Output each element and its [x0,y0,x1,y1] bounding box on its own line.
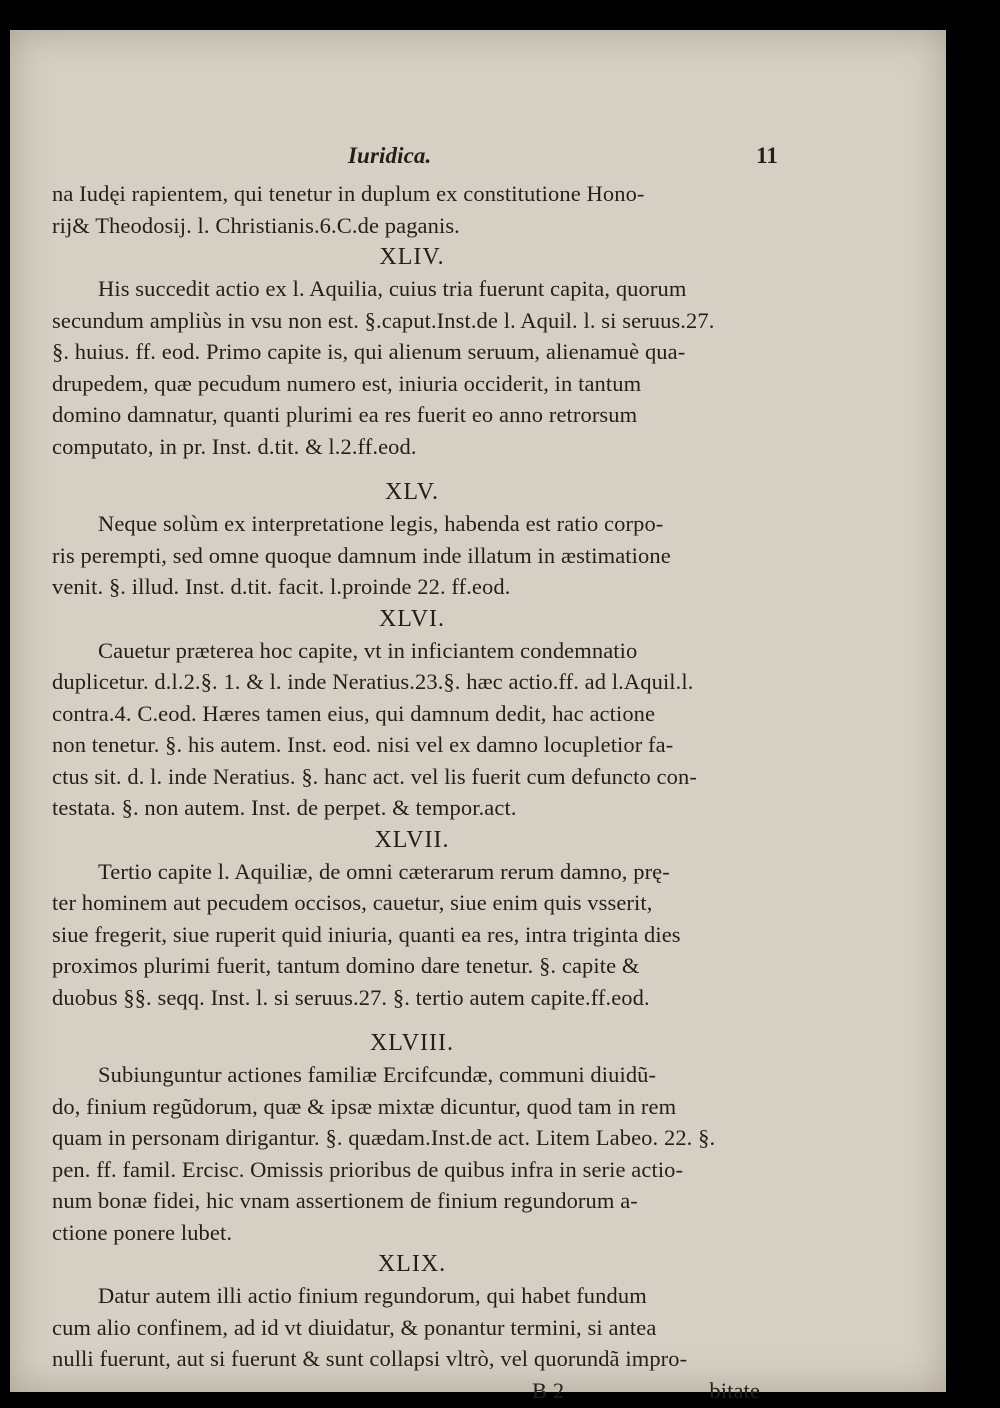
text-line: ctione ponere lubet. [52,1219,233,1245]
text-line: duobus §§. seqq. Inst. l. si seruus.27. §. tertio autem capite.ff.eod. [52,984,650,1010]
section-heading: XLV. [384,479,440,505]
text-line: duplicetur. d.l.2.§. 1. & l. inde Neratius.23.§. hæc actio.ff. ad l.Aquil.l. [52,669,694,694]
text-line: computato, in pr. Inst. d.tit. & l.2.ff.eod. [52,433,417,459]
text-line: nulli fuerunt, aut si fuerunt & sunt collapsi vltrò, vel quorundã impro- [52,1346,688,1371]
catchword: bitate [709,1377,760,1403]
text-line: domino damnatur, quanti plurimi ea res fuerit eo anno retrorsum [52,402,638,427]
text-line: Neque solùm ex interpretatione legis, habenda est ratio corpo- [98,511,664,536]
running-title: Iuridica. [348,143,432,168]
text-line: ter hominem aut pecudem occisos, cauetur, siue enim quis vsserit, [52,890,653,915]
text-line: Datur autem illi actio finium regundorum, qui habet fundum [98,1283,647,1308]
text-line: siue fregerit, siue ruperit quid iniuria, quanti ea res, intra triginta dies [52,921,681,947]
page-header [52,140,778,176]
text-line: His succedit actio ex l. Aquilia, cuius tria fuerunt capita, quorum [98,276,687,301]
text-line: do, finium regũdorum, quæ & ipsæ mixtæ dicuntur, quod tam in rem [52,1093,677,1119]
text-line: Tertio capite l. Aquiliæ, de omni cæterarum rerum damno, prę- [98,858,670,884]
text-line: §. huius. ff. eod. Primo capite is, qui alienum seruum, alienamuè qua- [52,339,686,364]
text-line: rij& Theodosij. l. Christianis.6.C.de paganis. [52,212,460,238]
text-line: cum alio confinem, ad id vt diuidatur, & ponantur termini, si antea [52,1314,657,1340]
text-line: drupedem, quæ pecudum numero est, iniuria occiderit, in tantum [52,370,642,396]
text-line: pen. ff. famil. Ercisc. Omissis prioribus de quibus infra in serie actio- [52,1156,684,1182]
text-line: na Iudęi rapientem, qui tenetur in duplum ex constitutione Hono- [52,181,645,206]
page-text [52,140,778,1407]
spacer [52,462,772,476]
text-line: ris perempti, sed omne quoque damnum inde illatum in æstimatione [52,542,671,568]
section-heading: XLIV. [379,244,445,270]
text-line: testata. §. non autem. Inst. de perpet. & tempor.act. [52,795,517,820]
book-page [10,30,946,1403]
text-line: Subiunguntur actiones familiæ Ercifcundæ, communi diuidũ- [98,1062,657,1087]
text-line: num bonæ fidei, hic vnam assertionem de finium regundorum a- [52,1188,638,1213]
text-line: contra.4. C.eod. Hæres tamen eius, qui damnum dedit, hac actione [52,700,656,726]
page-footer [52,1375,772,1407]
text-line: Cauetur prætereа hoc capite, vt in inficiantem condemnatio [98,637,638,663]
text-line: ctus sit. d. l. inde Neratius. §. hanc act. vel lis fuerit cum defuncto con- [52,763,697,789]
text-line: quam in personam dirigantur. §. quædam.Inst.de act. Litem Labeo. 22. §. [52,1125,716,1150]
section-heading: XLVIII. [369,1030,455,1056]
text-line: secundum ampliùs in vsu non est. §.caput.Inst.de l. Aquil. l. si seruus.27. [52,307,715,333]
text-line: non tenetur. §. his autem. Inst. eod. nisi vel ex damno locupletior fa- [52,732,674,757]
signature-mark: B 2 [532,1377,565,1403]
text-line: proximos plurimi fuerit, tantum domino dare tenetur. §. capite & [52,953,640,978]
page-number: 11 [756,143,778,168]
section-heading: XLIX. [377,1251,447,1277]
section-heading: XLVI. [378,605,446,632]
spacer [52,1013,772,1027]
text-line: venit. §. illud. Inst. d.tit. facit. l.proinde 22. ff.eod. [52,574,511,599]
section-heading: XLVII. [374,826,450,853]
